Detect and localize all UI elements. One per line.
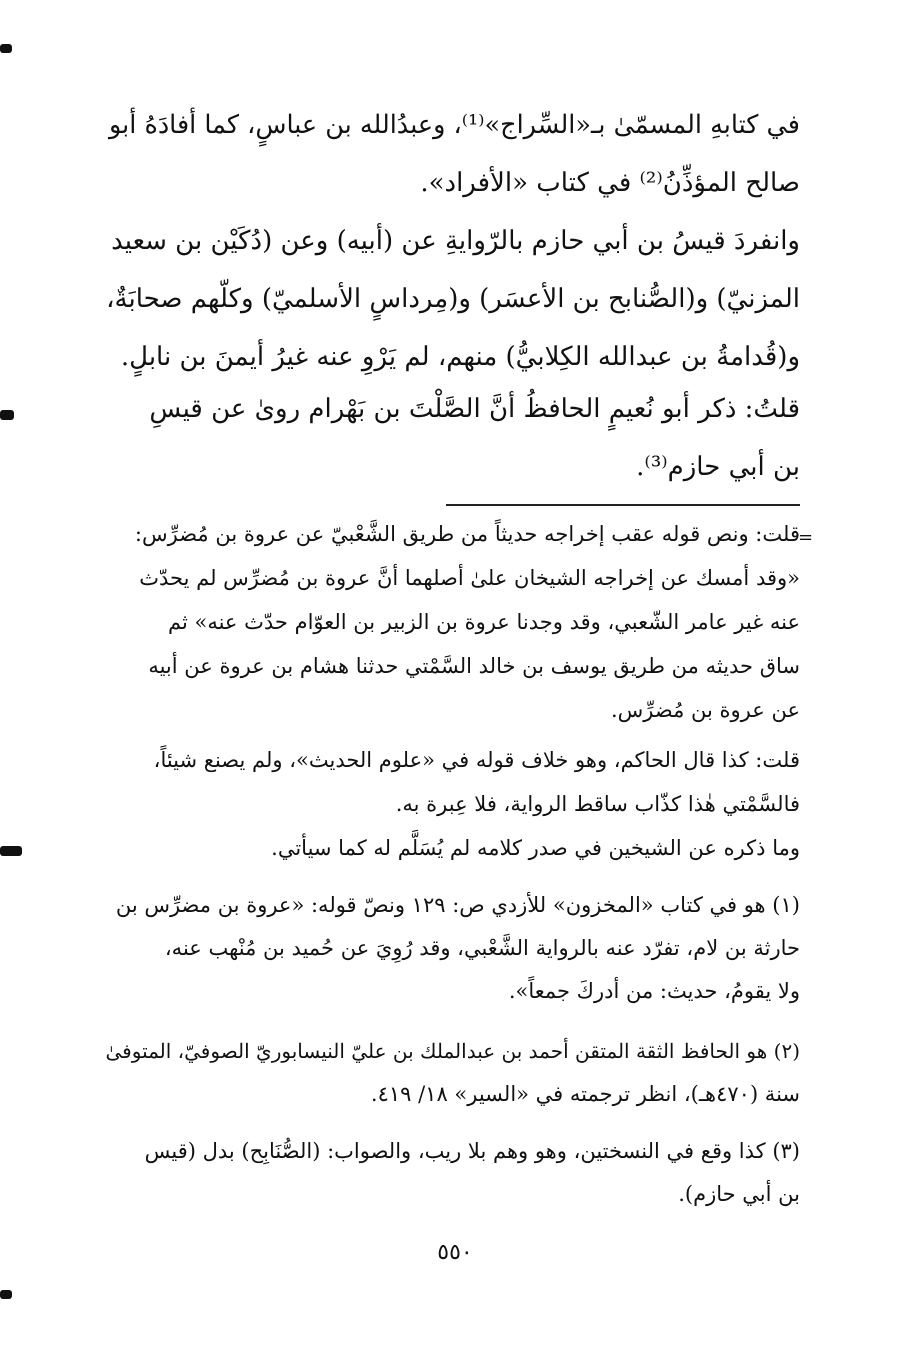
body-paragraph-1 (100, 96, 800, 212)
text-line: قلت: كذا قال الحاكم، وهو خلاف قوله في «علوم الحديث»، ولم يصنع شيئاً، (153, 748, 800, 772)
note-paragraph-1 (100, 512, 800, 732)
footnote-3 (100, 1130, 800, 1216)
note-paragraph-2 (100, 738, 800, 870)
scan-mark-top-left (0, 44, 12, 53)
text-line: (١) هو في كتاب «المخزون» للأزدي ص: ١٢٩ ونصّ قوله: «عروة بن مضرِّس بن (115, 893, 800, 917)
body-paragraph-2 (100, 212, 800, 386)
text-line: بن أبي حازم). (678, 1182, 800, 1206)
text-line: ولا يقومُ، حديث: من أدركَ جمعاً». (508, 979, 800, 1003)
text-line: وانفردَ قيسُ بن أبي حازم بالرّوايةِ عن (أبيه) وعن (دُكَيْن بن سعيد (111, 226, 800, 256)
body-paragraph-3 (100, 380, 800, 496)
text-line: صالح المؤذِّنُ⁽²⁾ في كتاب «الأفراد». (420, 168, 800, 198)
text-line: عنه غير عامر الشّعبي، وقد وجدنا عروة بن الزبير بن العوّام حدّث عنه» ثم (167, 610, 800, 634)
text-line: قلتُ: ذكر أبو نُعيمٍ الحافظُ أنَّ الصَّلْتَ بن بَهْرام روىٰ عن قيسِ (149, 394, 800, 424)
text-line: حارثة بن لام، تفرّد عنه بالرواية الشَّعْبي، وقد رُوِيَ عن حُميد بن مُنْهب عنه، (164, 936, 800, 960)
continuation-mark: = (798, 527, 814, 548)
text-line: سنة (٤٧٠هـ)، انظر ترجمته في «السير» ١٨/ ٤١٩. (370, 1082, 800, 1106)
footnote-1 (100, 884, 800, 1013)
page-number: ٥٥٠ (437, 1240, 473, 1265)
text-line: قلت: ونص قوله عقب إخراجه حديثاً من طريق الشَّعْبيّ عن عروة بن مُضرِّس: (134, 522, 800, 546)
text-line: المزنيّ) و(الصُّنابح بن الأعسَر) و(مِرداسٍ الأسلميّ) وكلّهم صحابَةٌ، (106, 284, 800, 314)
text-line: عن عروة بن مُضرِّس. (611, 698, 800, 722)
footnote-2 (100, 1030, 800, 1116)
scan-mark-bottom-left (0, 1290, 12, 1299)
text-line: في كتابهِ المسمّىٰ بـ«السِّراج»⁽¹⁾، وعبدُالله بن عباسٍ، كما أفادَهُ أبو (109, 110, 800, 140)
footnote-divider (446, 504, 800, 506)
text-line: (٢) هو الحافظ الثقة المتقن أحمد بن عبدالملك بن عليّ النيسابوريّ الصوفيّ، المتوفىٰ (105, 1039, 800, 1063)
text-line: و(قُدامةُ بن عبدالله الكِلابيُّ) منهم، لم يَرْوِ عنه غيرُ أيمنَ بن نابلٍ. (120, 342, 800, 372)
text-line: (٣) كذا وقع في النسختين، وهو وهم بلا ريب، والصواب: (الصُّنَابِح) بدل (قيس (144, 1139, 800, 1163)
text-line: بن أبي حازم⁽³⁾. (636, 452, 800, 482)
text-line: ساق حديثه من طريق يوسف بن خالد السَّمْتي حدثنا هشام بن عروة عن أبيه (148, 654, 800, 678)
text-line: «وقد أمسك عن إخراجه الشيخان علىٰ أصلهما أنَّ عروة بن مُضرِّس لم يحدّث (139, 566, 800, 590)
scan-mark-mid-left (0, 410, 14, 420)
scan-mark-lower-left (0, 846, 22, 856)
text-line: فالسَّمْتي هٰذا كذّاب ساقط الرواية، فلا عِبرة به. (395, 792, 800, 816)
text-line: وما ذكره عن الشيخين في صدر كلامه لم يُسَلَّم له كما سيأتي. (271, 836, 800, 860)
